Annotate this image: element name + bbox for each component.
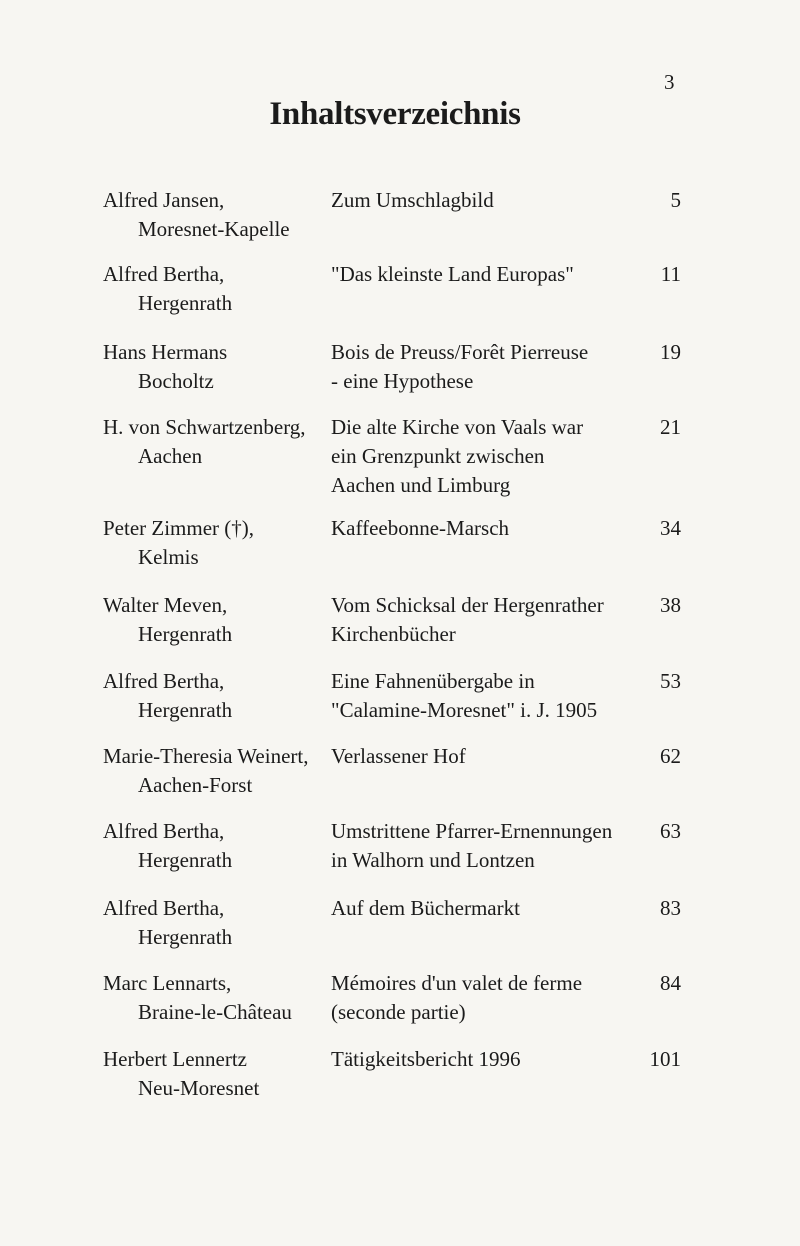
page-title: Inhaltsverzeichnis — [269, 96, 521, 132]
author-place: Moresnet-Kapelle — [138, 217, 290, 241]
toc-page-number: 83 — [660, 896, 681, 920]
article-title-line: Verlassener Hof — [331, 744, 466, 768]
author-name: H. von Schwartzenberg, — [103, 415, 306, 439]
toc-article-title — [331, 1045, 521, 1074]
toc-article-title — [331, 413, 583, 500]
author-place: Hergenrath — [138, 622, 233, 646]
article-title-line: Bois de Preuss/Forêt Pierreuse — [331, 340, 589, 364]
toc-article-title — [331, 894, 520, 923]
toc-article-title — [331, 186, 494, 215]
toc-author — [103, 894, 232, 952]
author-name: Alfred Bertha, — [103, 669, 225, 693]
author-name: Alfred Bertha, — [103, 819, 225, 843]
toc-page-number: 53 — [660, 669, 681, 693]
toc-author — [103, 338, 227, 396]
author-place: Bocholtz — [138, 369, 214, 393]
toc-page-number: 38 — [660, 593, 681, 617]
toc-page-number: 63 — [660, 819, 681, 843]
author-place: Kelmis — [138, 545, 199, 569]
author-place: Hergenrath — [138, 848, 233, 872]
toc-page-number: 19 — [660, 340, 681, 364]
toc-page-number: 34 — [660, 516, 681, 540]
author-place: Neu-Moresnet — [138, 1076, 260, 1100]
toc-entry — [0, 338, 800, 408]
toc-article-title — [331, 817, 612, 875]
toc-entry — [0, 1045, 800, 1115]
toc-article-title — [331, 338, 588, 396]
author-place: Aachen — [138, 444, 203, 468]
article-title-line: Umstrittene Pfarrer-Ernennungen — [331, 819, 613, 843]
toc-entry — [0, 260, 800, 330]
author-name: Peter Zimmer (†), — [103, 516, 255, 540]
author-name: Alfred Bertha, — [103, 896, 225, 920]
article-title-line: Mémoires d'un valet de ferme — [331, 971, 583, 995]
toc-author — [103, 1045, 259, 1103]
toc-entry — [0, 186, 800, 256]
toc-author — [103, 591, 232, 649]
author-place: Hergenrath — [138, 291, 233, 315]
author-place: Hergenrath — [138, 925, 233, 949]
article-title-line: in Walhorn und Lontzen — [331, 848, 535, 872]
article-title-line: "Das kleinste Land Europas" — [331, 262, 574, 286]
toc-author — [103, 260, 232, 318]
toc-author — [103, 413, 306, 471]
toc-article-title — [331, 260, 574, 289]
toc-entry — [0, 817, 800, 887]
toc-page-number: 84 — [660, 971, 681, 995]
author-name: Alfred Jansen, — [103, 188, 225, 212]
author-name: Herbert Lennertz — [103, 1047, 247, 1071]
toc-entry — [0, 591, 800, 661]
author-name: Walter Meven, — [103, 593, 228, 617]
author-place: Hergenrath — [138, 698, 233, 722]
author-name: Marie-Theresia Weinert, — [103, 744, 309, 768]
toc-entry — [0, 667, 800, 737]
article-title-line: Tätigkeitsbericht 1996 — [331, 1047, 521, 1071]
author-name: Hans Hermans — [103, 340, 228, 364]
article-title-line: Eine Fahnenübergabe in — [331, 669, 535, 693]
page-number: 3 — [664, 70, 675, 94]
article-title-line: "Calamine-Moresnet" i. J. 1905 — [331, 698, 598, 722]
toc-article-title — [331, 667, 597, 725]
toc-article-title — [331, 591, 604, 649]
author-place: Braine-le-Château — [138, 1000, 292, 1024]
toc-article-title — [331, 514, 509, 543]
toc-entry — [0, 894, 800, 964]
article-title-line: Zum Umschlagbild — [331, 188, 494, 212]
toc-page-number: 101 — [649, 1047, 681, 1071]
toc-author — [103, 742, 309, 800]
article-title-line: Auf dem Büchermarkt — [331, 896, 520, 920]
article-title-line: Aachen und Limburg — [331, 473, 511, 497]
article-title-line: (seconde partie) — [331, 1000, 466, 1024]
toc-article-title — [331, 969, 582, 1027]
toc-entry — [0, 969, 800, 1039]
article-title-line: Die alte Kirche von Vaals war — [331, 415, 584, 439]
article-title-line: - eine Hypothese — [331, 369, 474, 393]
article-title-line: Vom Schicksal der Hergenrather — [331, 593, 604, 617]
toc-author — [103, 667, 232, 725]
article-title-line: Kaffeebonne-Marsch — [331, 516, 510, 540]
author-name: Alfred Bertha, — [103, 262, 225, 286]
toc-author — [103, 817, 232, 875]
toc-page-number: 62 — [660, 744, 681, 768]
toc-author — [103, 186, 290, 244]
toc-page-number: 11 — [660, 262, 681, 286]
toc-page-number: 21 — [660, 415, 681, 439]
toc-author — [103, 969, 292, 1027]
toc-article-title — [331, 742, 466, 771]
toc-entry — [0, 742, 800, 812]
author-place: Aachen-Forst — [138, 773, 253, 797]
toc-page-number: 5 — [670, 188, 681, 212]
toc-author — [103, 514, 254, 572]
toc-entry — [0, 514, 800, 584]
article-title-line: ein Grenzpunkt zwischen — [331, 444, 545, 468]
toc-entry — [0, 413, 800, 497]
author-name: Marc Lennarts, — [103, 971, 232, 995]
article-title-line: Kirchenbücher — [331, 622, 456, 646]
